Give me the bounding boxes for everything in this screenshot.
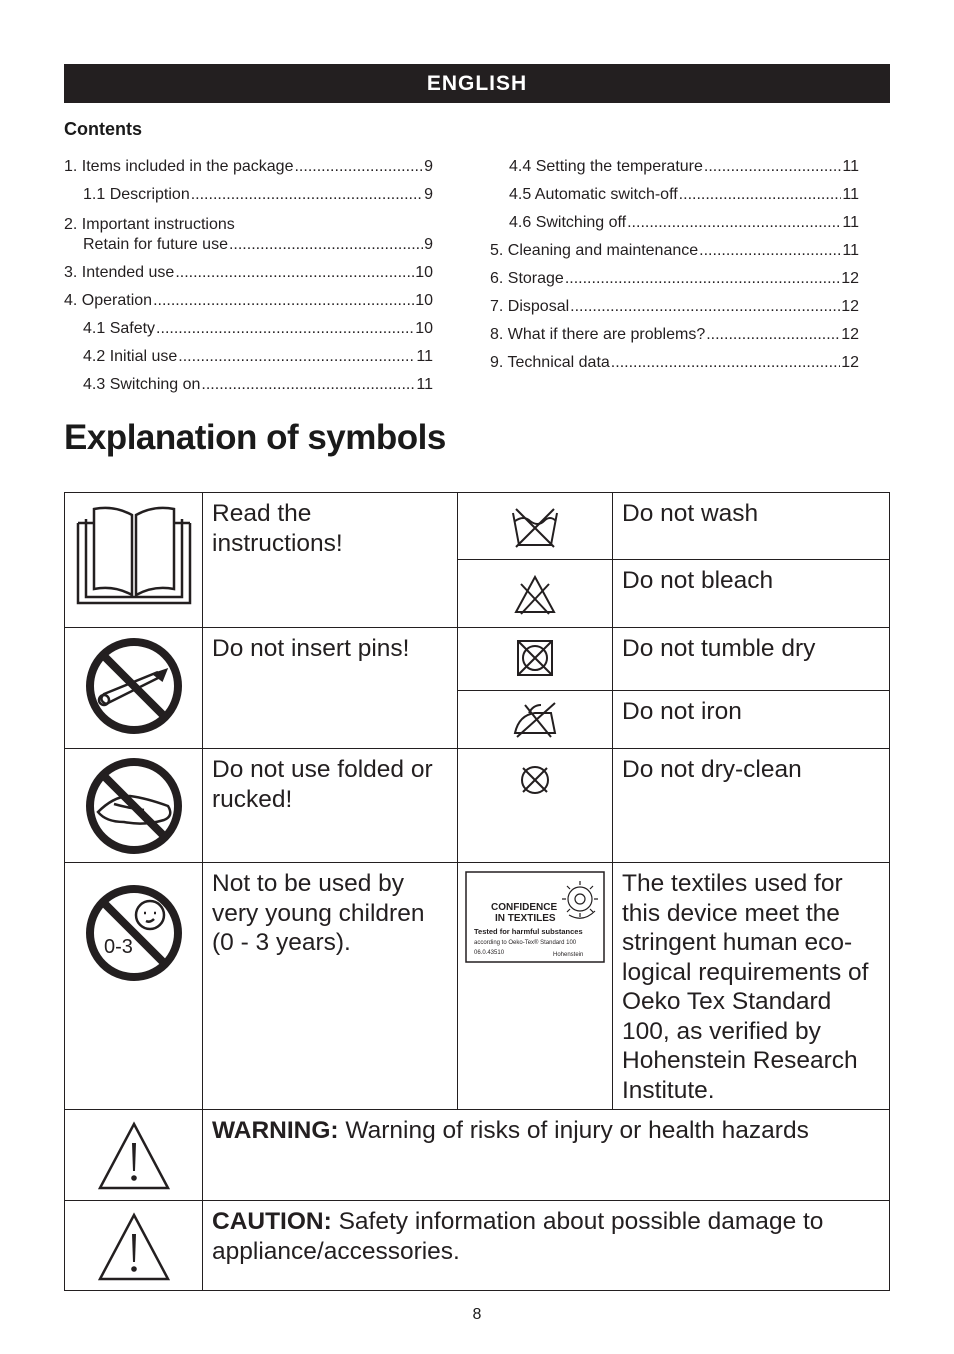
toc-item[interactable] (490, 354, 859, 382)
toc-leader (156, 320, 414, 338)
toc-leader (294, 158, 423, 176)
no-pins-icon-cell (65, 628, 203, 749)
toc-item-label: 4.4 Setting the temperature (509, 158, 703, 175)
symbols-table (64, 492, 890, 1291)
no-dryclean-icon-cell (458, 749, 613, 863)
no-iron-icon-cell (458, 691, 613, 749)
oeko-label-line1: CONFIDENCE (491, 902, 558, 913)
toc-item-label: 3. Intended use (64, 264, 175, 281)
no-children-cell (203, 863, 458, 1110)
no-folded-icon (84, 756, 184, 856)
toc-item-label: 1.1 Description (83, 186, 190, 203)
age-range-label: 0-3 (103, 936, 133, 958)
toc-item[interactable] (64, 376, 433, 404)
no-tumble-text: Do not tumble dry (622, 635, 816, 662)
toc-item-page: 12 (841, 270, 859, 287)
oeko-tex-label-icon (465, 871, 605, 963)
toc-leader (570, 298, 840, 316)
toc-item-page: 11 (416, 376, 433, 393)
no-bleach-text: Do not bleach (622, 567, 774, 594)
book-icon (74, 503, 194, 609)
toc-leader (175, 264, 414, 282)
no-iron-text: Do not iron (622, 698, 742, 725)
toc-leader (627, 214, 841, 232)
toc-item-label: 5. Cleaning and maintenance (490, 242, 699, 259)
caution-cell (203, 1201, 890, 1291)
no-pins-text: Do not insert pins! (212, 635, 410, 662)
toc-item[interactable] (64, 186, 433, 214)
warning-icon-cell (65, 1110, 203, 1201)
toc-item-label: 2. Important instructions (64, 216, 235, 233)
no-children-text: Not to be used by very young children (0 - 3 years). (212, 870, 425, 956)
toc-item-label: 8. What if there are problems? (490, 326, 706, 343)
toc-item[interactable] (64, 292, 433, 320)
oeko-label-line2: IN TEXTILES (495, 913, 556, 924)
toc-leader (611, 354, 840, 372)
warning-cell (203, 1110, 890, 1201)
toc-leader (704, 158, 841, 176)
no-tumble-dry-icon (515, 638, 555, 678)
read-instructions-cell (203, 493, 458, 628)
toc-item-label: 1. Items included in the package (64, 158, 294, 175)
caution-icon-cell (65, 1201, 203, 1291)
read-instructions-text: Read the instructions! (212, 500, 343, 557)
oeko-label-code: 06.0.43510 (474, 950, 505, 956)
toc-leader (201, 376, 415, 394)
toc-leader (191, 186, 423, 204)
toc-item-page: 11 (842, 214, 859, 231)
toc-leader (229, 236, 423, 254)
oeko-label-cell (458, 863, 613, 1110)
no-folded-cell (203, 749, 458, 863)
no-folded-text: Do not use folded or rucked! (212, 756, 433, 813)
language-header: ENGLISH (64, 64, 890, 103)
toc-item[interactable] (490, 298, 859, 326)
toc-item-page: 10 (415, 320, 433, 337)
book-icon-cell (65, 493, 203, 628)
no-wash-icon-cell (458, 493, 613, 560)
warning-triangle-icon (97, 1121, 171, 1191)
toc-item[interactable] (490, 270, 859, 298)
toc-leader (153, 292, 414, 310)
toc-item-page: 12 (841, 298, 859, 315)
warning-label: WARNING: (212, 1117, 339, 1144)
toc-leader (178, 348, 415, 366)
caution-triangle-icon (97, 1212, 171, 1282)
toc-item-label: 4.6 Switching off (509, 214, 627, 231)
toc-item[interactable] (490, 326, 859, 354)
toc-item-page: 10 (415, 292, 433, 309)
toc-item-label: 4.3 Switching on (83, 376, 201, 393)
oeko-label-institute: Hohenstein (553, 952, 584, 958)
toc-item-page: 11 (842, 158, 859, 175)
toc-item-label-cont: Retain for future use (83, 236, 228, 253)
contents-title: Contents (64, 119, 142, 139)
oeko-label-line4: according to Oeko-Tex® Standard 100 (474, 940, 577, 946)
no-tumble-icon-cell (458, 628, 613, 691)
no-bleach-cell (613, 560, 890, 628)
toc-item-page: 12 (841, 326, 859, 343)
warning-text: Warning of risks of injury or health hazards (338, 1117, 809, 1144)
no-wash-icon (510, 507, 560, 549)
toc-item-page: 12 (841, 354, 859, 371)
caution-text: Safety information about possible damage to appliance/accessories. (212, 1208, 824, 1265)
toc-leader (679, 186, 842, 204)
toc-item-page: 11 (416, 348, 433, 365)
no-wash-cell (613, 493, 890, 560)
toc-item-page: 9 (424, 236, 433, 253)
toc-item-page: 9 (424, 186, 433, 203)
toc-item-label: 4.2 Initial use (83, 348, 178, 365)
no-tumble-cell (613, 628, 890, 691)
toc-item-label: 7. Disposal (490, 298, 570, 315)
toc-leader (565, 270, 840, 288)
toc-item[interactable] (64, 320, 433, 348)
oeko-label-line3: Tested for harmful substances (474, 927, 583, 936)
no-pins-icon (84, 636, 184, 736)
oeko-text: The textiles used for this device meet the stringent human eco-logical requirements of Oeko Tex Standard 100, as verified by Hohenstein Research Institute. (622, 870, 869, 1104)
no-wash-text: Do not wash (622, 500, 759, 527)
toc-item-label: 6. Storage (490, 270, 564, 287)
no-children-icon (84, 883, 184, 983)
no-dryclean-cell (613, 749, 890, 863)
toc-item[interactable] (64, 158, 433, 186)
toc-leader (699, 242, 841, 260)
toc-item[interactable] (490, 186, 859, 214)
toc-item-page: 11 (842, 242, 859, 259)
no-iron-icon (511, 701, 559, 739)
toc-item[interactable] (490, 158, 859, 186)
section-title: Explanation of symbols (64, 418, 446, 457)
caution-label: CAUTION: (212, 1208, 332, 1235)
oeko-cell (613, 863, 890, 1110)
toc-item-page: 10 (415, 264, 433, 281)
toc-right-column (490, 158, 859, 382)
toc-item-label: 4.1 Safety (83, 320, 156, 337)
toc-item-page: 11 (842, 186, 859, 203)
toc-item[interactable] (490, 214, 859, 242)
toc-left-column (64, 158, 433, 404)
toc-item-label: 4. Operation (64, 292, 153, 309)
toc-item-label: 4.5 Automatic switch-off (509, 186, 678, 203)
no-bleach-icon-cell (458, 560, 613, 628)
no-pins-cell (203, 628, 458, 749)
no-children-icon-cell (65, 863, 203, 1110)
no-iron-cell (613, 691, 890, 749)
toc-item[interactable] (64, 214, 433, 264)
toc-item-page: 9 (424, 158, 433, 175)
no-dryclean-text: Do not dry-clean (622, 756, 802, 783)
toc-leader (706, 326, 840, 344)
toc-item[interactable] (64, 348, 433, 376)
no-bleach-icon (513, 574, 557, 616)
no-folded-icon-cell (65, 749, 203, 863)
page-number: 8 (472, 1306, 482, 1323)
no-dry-clean-icon (518, 763, 552, 797)
toc-item-label: 9. Technical data (490, 354, 610, 371)
toc-item[interactable] (64, 264, 433, 292)
toc-item[interactable] (490, 242, 859, 270)
